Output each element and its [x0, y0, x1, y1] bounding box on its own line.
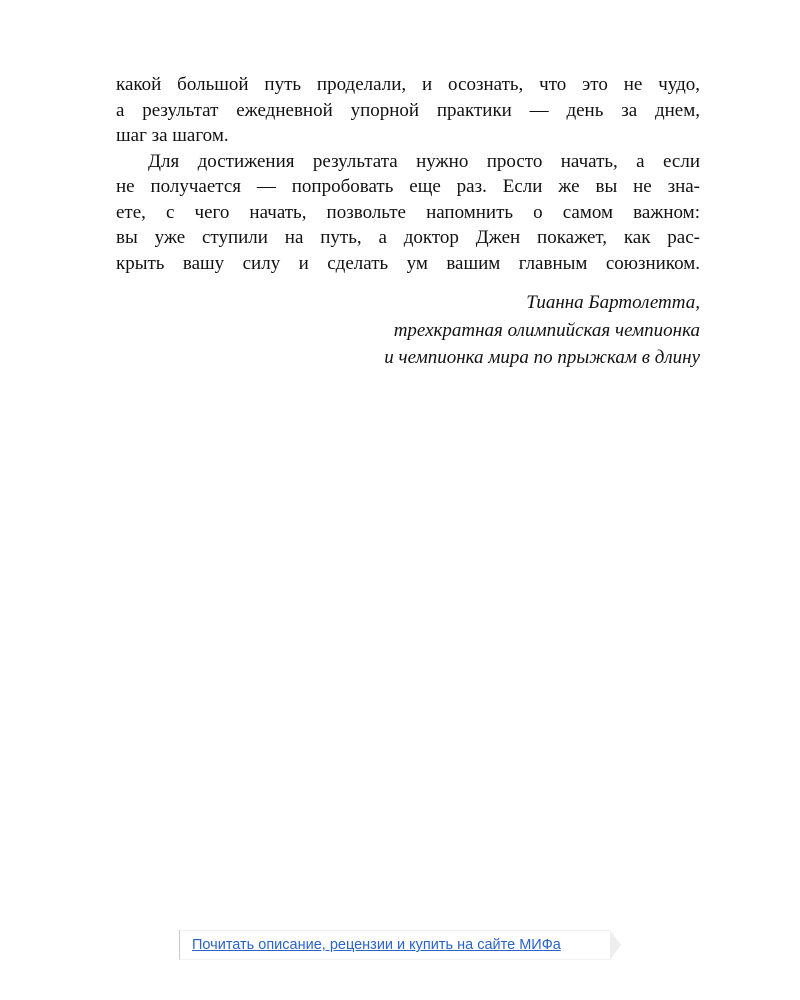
arrow-icon [610, 930, 621, 960]
text-line: крыть вашу силу и сделать ум вашим главным союзником. [116, 252, 700, 274]
footer-link-container [179, 930, 611, 960]
body-text [116, 72, 700, 276]
signature-block [384, 289, 700, 372]
signature-title-line: и чемпионка мира по прыжкам в длину [384, 347, 700, 368]
text-line: не получается — попробовать еще раз. Если же вы не зна- [116, 176, 700, 197]
text-line: ете, с чего начать, позвольте напомнить о самом важном: [116, 201, 700, 223]
text-line: какой большой путь проделали, и осознать, что это не чудо, [116, 74, 700, 95]
buy-book-link[interactable]: Почитать описание, рецензии и купить на сайте МИФа [192, 937, 561, 953]
text-line: а результат ежедневной упорной практики — день за днем, [116, 99, 700, 121]
text-line: Для достижения результата нужно просто начать, а если [148, 150, 700, 172]
text-line: шаг за шагом. [116, 125, 229, 146]
signature-title-line: трехкратная олимпийская чемпионка [393, 319, 700, 341]
text-line: вы уже ступили на путь, а доктор Джен покажет, как рас- [116, 227, 700, 248]
signature-name: Тианна Бартолетта, [526, 292, 700, 313]
